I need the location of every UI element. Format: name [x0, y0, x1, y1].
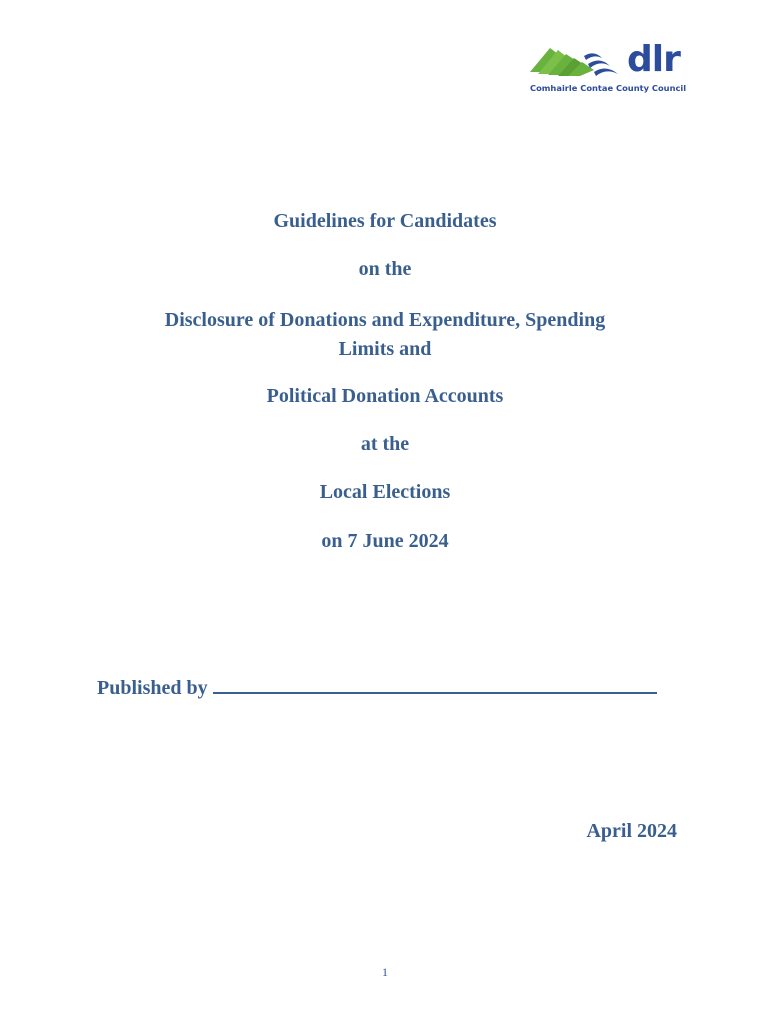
- title-line: Limits and: [338, 338, 432, 360]
- publication-date: April 2024: [586, 820, 677, 842]
- title-line: Local Elections: [319, 481, 451, 503]
- published-by: [97, 674, 657, 701]
- council-logo: [528, 39, 687, 98]
- publisher-blank-line: [213, 674, 657, 694]
- logo-tagline: Comhairle Contae County Council: [530, 83, 687, 93]
- logo-name: dlr: [627, 39, 680, 80]
- title-line: Political Donation Accounts: [266, 385, 504, 407]
- title-line: at the: [360, 433, 410, 455]
- logo-emblem-icon: [528, 40, 628, 84]
- title-line: on the: [358, 258, 412, 280]
- title-line: Guidelines for Candidates: [273, 210, 497, 232]
- page-number: 1: [382, 965, 388, 979]
- published-label: Published by: [97, 677, 208, 699]
- title-line: Disclosure of Donations and Expenditure, Spending: [164, 309, 606, 331]
- title-line: on 7 June 2024: [321, 530, 449, 552]
